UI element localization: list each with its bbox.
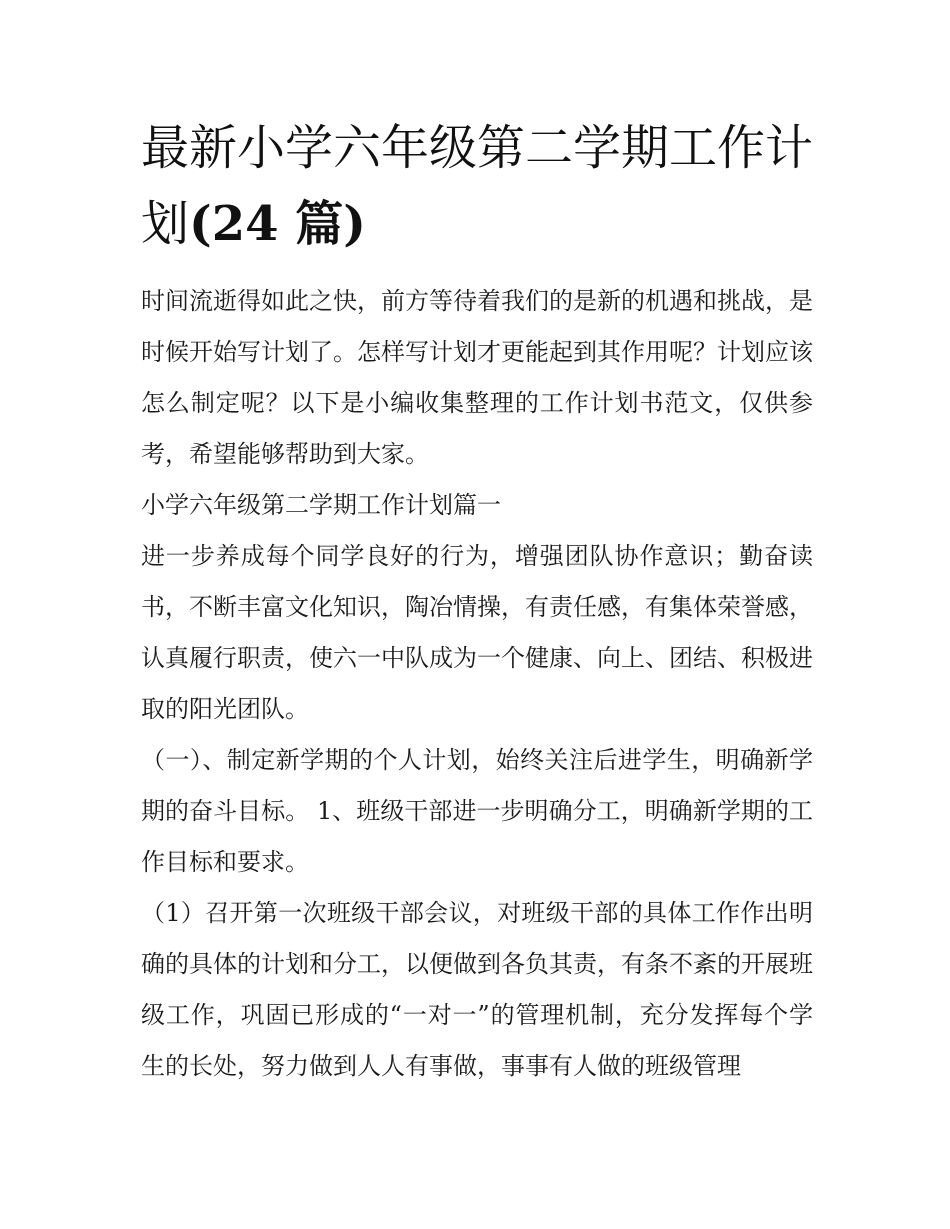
- document-page: [141, 110, 813, 1092]
- body-paragraph-3: （1）召开第一次班级干部会议，对班级干部的具体工作作出明确的具体的计划和分工，以便做到各负其责，有条不紊的开展班级工作，巩固已形成的“一对一”的管理机制，充分发挥每个学生的长处，努力做到人人有事做，事事有人做的班级管理: [141, 899, 813, 1080]
- document-title: [141, 110, 813, 262]
- document-title-suffix: (24 篇): [189, 196, 366, 252]
- intro-paragraph: 时间流逝得如此之快，前方等待着我们的是新的机遇和挑战，是时候开始写计划了。怎样写计划才更能起到其作用呢？计划应该怎么制定呢？以下是小编收集整理的工作计划书范文，仅供参考，希望能够帮助到大家。: [141, 287, 813, 468]
- body-paragraph-2: （一）、制定新学期的个人计划，始终关注后进学生，明确新学期的奋斗目标。 1、班级干部进一步明确分工，明确新学期的工作目标和要求。: [141, 746, 813, 876]
- section-heading: 小学六年级第二学期工作计划篇一: [141, 491, 501, 519]
- body-paragraph-1: 进一步养成每个同学良好的行为，增强团队协作意识；勤奋读书，不断丰富文化知识，陶冶情操，有责任感，有集体荣誉感，认真履行职责，使六一中队成为一个健康、向上、团结、积极进取的阳光团队。: [141, 542, 813, 723]
- document-title-main: 最新小学六年级第二学期工作计划: [141, 120, 814, 252]
